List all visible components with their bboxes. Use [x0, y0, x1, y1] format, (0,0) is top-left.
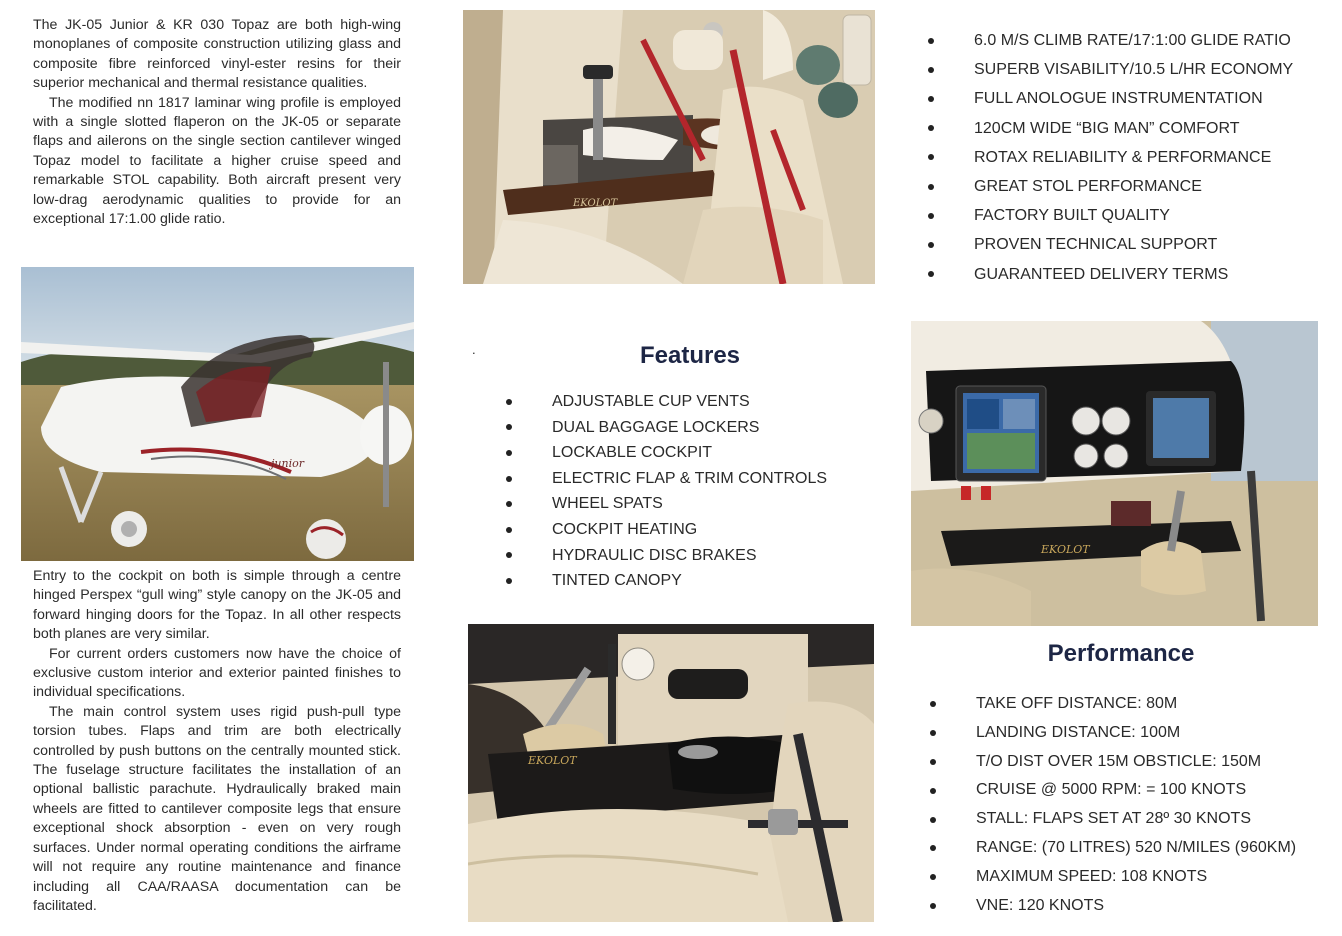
highlight-text: GUARANTEED DELIVERY TERMS — [974, 265, 1229, 283]
bullet-icon — [930, 759, 936, 765]
bullet-icon — [928, 242, 934, 248]
list-item — [930, 690, 1296, 719]
feature-text: LOCKABLE COCKPIT — [552, 444, 713, 462]
bullet-icon — [506, 476, 512, 482]
dash-logo-1: EKOLOT — [573, 198, 618, 209]
bullet-icon — [928, 67, 934, 73]
list-item — [930, 748, 1296, 777]
list-item — [930, 834, 1296, 863]
bullet-icon — [928, 38, 934, 44]
intro-paragraph-1: The JK-05 Junior & KR 030 Topaz are both high-wing monoplanes of composite construction utilizing glass and composite fibre reinforced vinyl-ester resins for their superior mechanical and thermal resistance qualities. — [33, 17, 401, 92]
performance-text: T/O DIST OVER 15M OBSTICLE: 150M — [976, 752, 1262, 770]
cockpit-interior-photo — [463, 10, 875, 284]
bullet-icon — [930, 788, 936, 794]
highlights-list — [928, 26, 1293, 289]
highlight-text: FACTORY BUILT QUALITY — [974, 207, 1170, 225]
feature-text: HYDRAULIC DISC BRAKES — [552, 546, 757, 564]
list-item — [506, 491, 827, 517]
dash-logo-3: EKOLOT — [1041, 543, 1090, 556]
list-item — [506, 543, 827, 569]
list-item — [928, 260, 1293, 289]
intro-text-block — [33, 16, 401, 229]
stray-mark: . — [472, 342, 476, 357]
dash-logo-2: EKOLOT — [528, 754, 577, 767]
list-item — [930, 863, 1296, 892]
list-item — [928, 172, 1293, 201]
highlight-text: GREAT STOL PERFORMANCE — [974, 178, 1202, 196]
list-item — [928, 201, 1293, 230]
instrument-panel-photo — [911, 321, 1318, 626]
list-item — [928, 230, 1293, 259]
list-item — [930, 892, 1296, 921]
list-item — [930, 805, 1296, 834]
center-console-photo — [468, 624, 874, 922]
performance-heading: Performance — [1047, 640, 1195, 667]
body-paragraph-2: For current orders customers now have the choice of exclusive custom interior and exterior painted finishes to individual specifications. — [33, 645, 401, 701]
bullet-icon — [506, 578, 512, 584]
performance-text: STALL: FLAPS SET AT 28º 30 KNOTS — [976, 810, 1251, 828]
list-item — [506, 415, 827, 441]
list-item — [506, 466, 827, 492]
intro-paragraph-2: The modified nn 1817 laminar wing profile is employed with a single slotted flaperon on the JK-05 or separate flaps and ailerons on the single section cantilever winged Topaz model to facilitate a higher cruise speed and remarkable STOL capability. Both aircraft present very low-drag aerodynamic qualities to provide for an exceptional 17:1.00 glide ratio. — [33, 94, 401, 228]
performance-text: MAXIMUM SPEED: 108 KNOTS — [976, 867, 1208, 885]
aircraft-photo — [21, 267, 414, 561]
bullet-icon — [928, 96, 934, 102]
performance-list — [930, 690, 1296, 920]
bullet-icon — [506, 399, 512, 405]
list-item — [928, 143, 1293, 172]
highlight-text: 120CM WIDE “BIG MAN” COMFORT — [974, 119, 1240, 137]
highlight-text: PROVEN TECHNICAL SUPPORT — [974, 236, 1218, 254]
highlight-text: SUPERB VISABILITY/10.5 L/HR ECONOMY — [974, 61, 1294, 79]
performance-text: CRUISE @ 5000 RPM: = 100 KNOTS — [976, 781, 1247, 799]
performance-text: RANGE: (70 LITRES) 520 N/MILES (960KM) — [976, 838, 1297, 856]
list-item — [930, 776, 1296, 805]
features-list — [506, 389, 827, 594]
feature-text: WHEEL SPATS — [552, 495, 663, 513]
performance-text: VNE: 120 KNOTS — [976, 896, 1105, 914]
bullet-icon — [930, 817, 936, 823]
list-item — [928, 55, 1293, 84]
highlight-text: 6.0 M/S CLIMB RATE/17:1:00 GLIDE RATIO — [974, 32, 1291, 49]
highlight-text: ROTAX RELIABILITY & PERFORMANCE — [974, 148, 1272, 166]
bullet-icon — [930, 903, 936, 909]
body-paragraph-3: The main control system uses rigid push-pull type torsion tubes. Flaps and trim are both electrically controlled by push buttons on the centrally mounted stick. The fuselage structure facilitates the installation of an optional ballistic parachute. Hydraulically braked main wheels are fitted to cantilever composite legs that ensure exceptional shock absorption - even on very rough surfaces. Under normal operating conditions the airframe will not require any routine maintenance and finance including all CAA/RAASA documentation can be facilitated. — [33, 703, 401, 914]
body-paragraph-1: Entry to the cockpit on both is simple through a centre hinged Perspex “gull wing” style canopy on the JK-05 and forward hinging doors for the Topaz. In all other respects both planes are very similar. — [33, 568, 401, 643]
feature-text: DUAL BAGGAGE LOCKERS — [552, 418, 760, 436]
feature-text: TINTED CANOPY — [552, 572, 682, 590]
list-item — [930, 719, 1296, 748]
list-item — [928, 26, 1293, 55]
body-text-block — [33, 567, 401, 916]
list-item — [506, 440, 827, 466]
list-item — [928, 84, 1293, 113]
highlight-text: FULL ANOLOGUE INSTRUMENTATION — [974, 90, 1263, 108]
performance-text: TAKE OFF DISTANCE: 80M — [976, 695, 1178, 712]
performance-text: LANDING DISTANCE: 100M — [976, 723, 1181, 741]
plane-logo-text: junior — [271, 457, 304, 470]
feature-text: ELECTRIC FLAP & TRIM CONTROLS — [552, 469, 828, 487]
list-item — [928, 114, 1293, 143]
list-item — [506, 389, 827, 415]
bullet-icon — [506, 527, 512, 533]
bullet-icon — [928, 213, 934, 219]
bullet-icon — [928, 184, 934, 190]
feature-text: COCKPIT HEATING — [552, 520, 698, 538]
bullet-icon — [506, 450, 512, 456]
feature-text: ADJUSTABLE CUP VENTS — [552, 393, 750, 410]
list-item — [506, 517, 827, 543]
list-item — [506, 568, 827, 594]
features-heading: Features — [639, 342, 741, 369]
